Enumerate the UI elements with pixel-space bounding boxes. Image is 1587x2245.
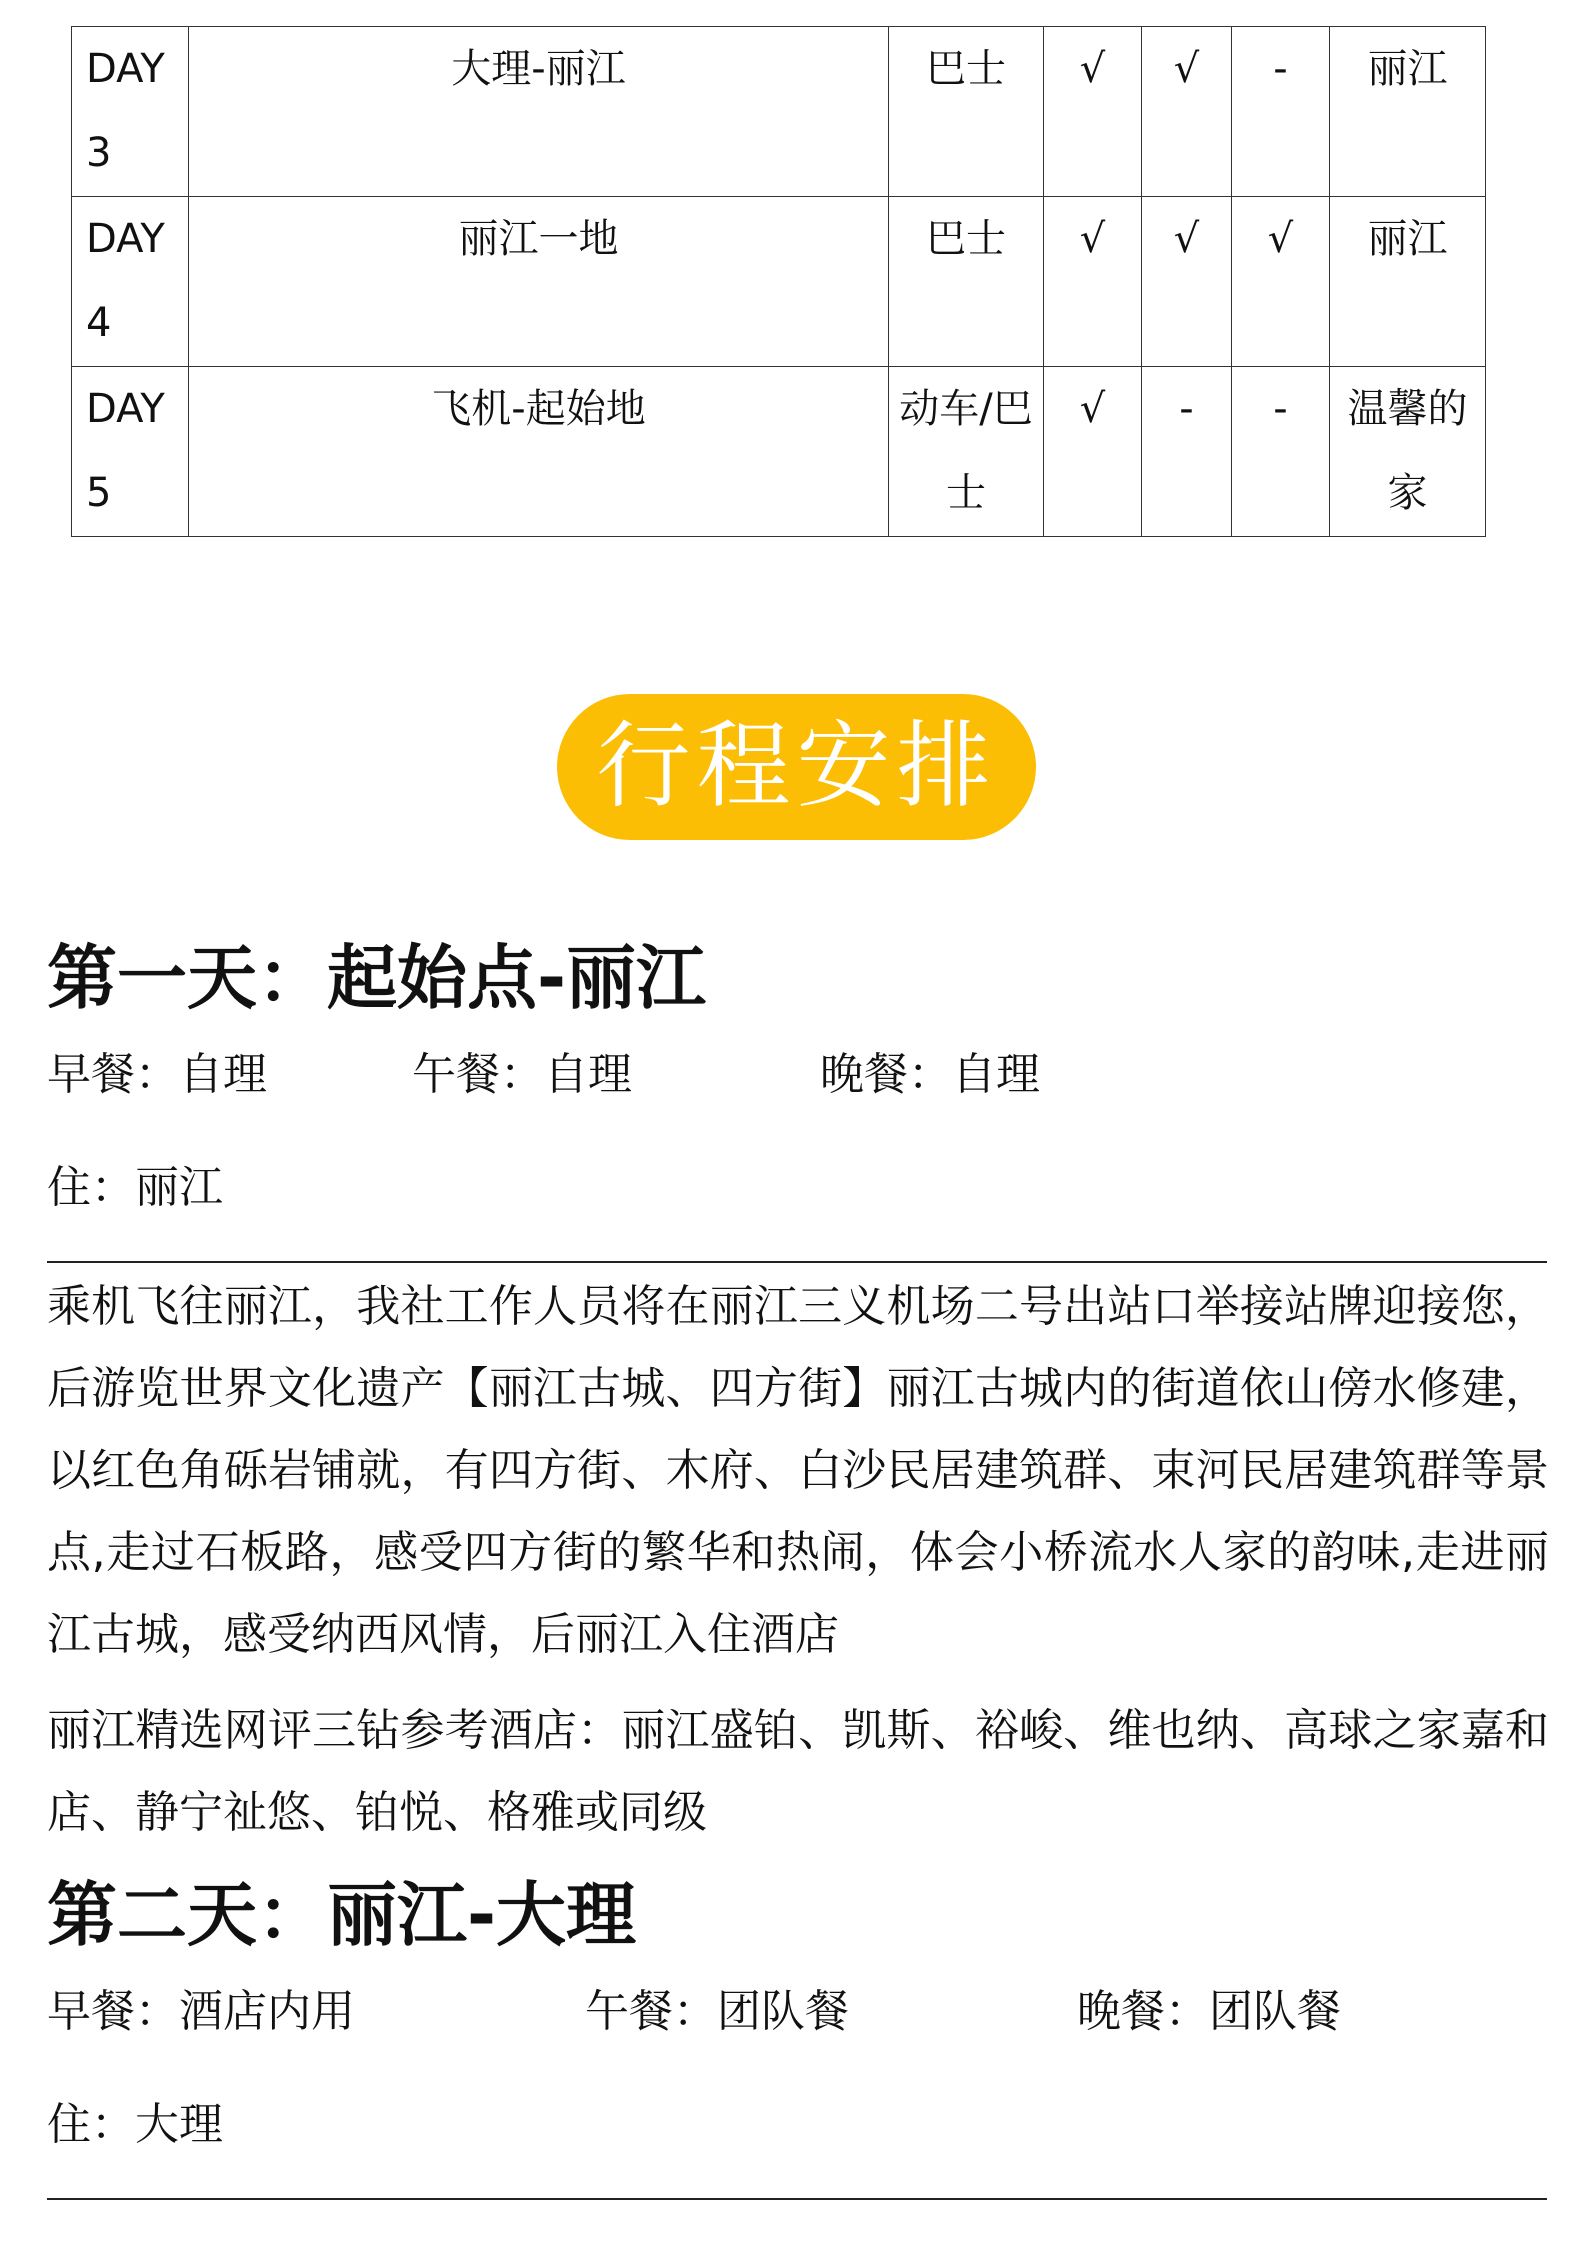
day1-breakfast: 早餐：自理 xyxy=(47,1049,267,1100)
day1-lunch: 午餐：自理 xyxy=(412,1049,632,1100)
transport-cell: 巴士 xyxy=(889,27,1044,197)
day-cell: DAY3 xyxy=(72,27,189,197)
divider xyxy=(47,2198,1547,2200)
route-cell: 飞机-起始地 xyxy=(189,367,889,537)
table-row xyxy=(72,197,1486,367)
lunch-cell: √ xyxy=(1142,197,1232,367)
table-row xyxy=(72,367,1486,537)
stay-cell: 丽江 xyxy=(1330,27,1486,197)
day1-hotels: 丽江精选网评三钻参考酒店：丽江盛铂、凯斯、裕峻、维也纳、高球之家嘉和店、静宁祉悠、铂悦、格雅或同级 xyxy=(47,1705,1549,1838)
day1-description: 乘机飞往丽江，我社工作人员将在丽江三义机场二号出站口举接站牌迎接您，后游览世界文化遗产【丽江古城、四方街】丽江古城内的街道依山傍水修建，以红色角砾岩铺就，有四方街、木府、白沙民居建筑群、束河民居建筑群等景点,走过石板路，感受四方街的繁华和热闹，体会小桥流水人家的韵味,走进丽江古城，感受纳西风情，后丽江入住酒店 xyxy=(47,1281,1549,1660)
day2-stay: 住：大理 xyxy=(47,2099,223,2150)
breakfast-cell: √ xyxy=(1044,27,1142,197)
day2-lunch: 午餐：团队餐 xyxy=(585,1986,849,2037)
day2-dinner: 晚餐：团队餐 xyxy=(1077,1986,1341,2037)
stay-cell: 温馨的家 xyxy=(1330,367,1486,537)
transport-cell: 动车/巴士 xyxy=(889,367,1044,537)
transport-cell: 巴士 xyxy=(889,197,1044,367)
lunch-cell: √ xyxy=(1142,27,1232,197)
day1-dinner: 晚餐：自理 xyxy=(820,1049,1040,1100)
table-row xyxy=(72,27,1486,197)
section-title-badge: 行程安排 xyxy=(557,694,1036,840)
day2-breakfast: 早餐：酒店内用 xyxy=(47,1986,355,2037)
day1-stay: 住：丽江 xyxy=(47,1162,223,1213)
route-cell: 大理-丽江 xyxy=(189,27,889,197)
route-cell: 丽江一地 xyxy=(189,197,889,367)
breakfast-cell: √ xyxy=(1044,367,1142,537)
day2-title: 第二天：丽江-大理 xyxy=(47,1874,637,1956)
itinerary-table xyxy=(71,26,1486,537)
stay-cell: 丽江 xyxy=(1330,197,1486,367)
dinner-cell: - xyxy=(1232,367,1330,537)
day1-title: 第一天：起始点-丽江 xyxy=(47,937,707,1019)
lunch-cell: - xyxy=(1142,367,1232,537)
dinner-cell: √ xyxy=(1232,197,1330,367)
day-cell: DAY5 xyxy=(72,367,189,537)
day-cell: DAY4 xyxy=(72,197,189,367)
breakfast-cell: √ xyxy=(1044,197,1142,367)
dinner-cell: - xyxy=(1232,27,1330,197)
divider xyxy=(47,1261,1547,1263)
